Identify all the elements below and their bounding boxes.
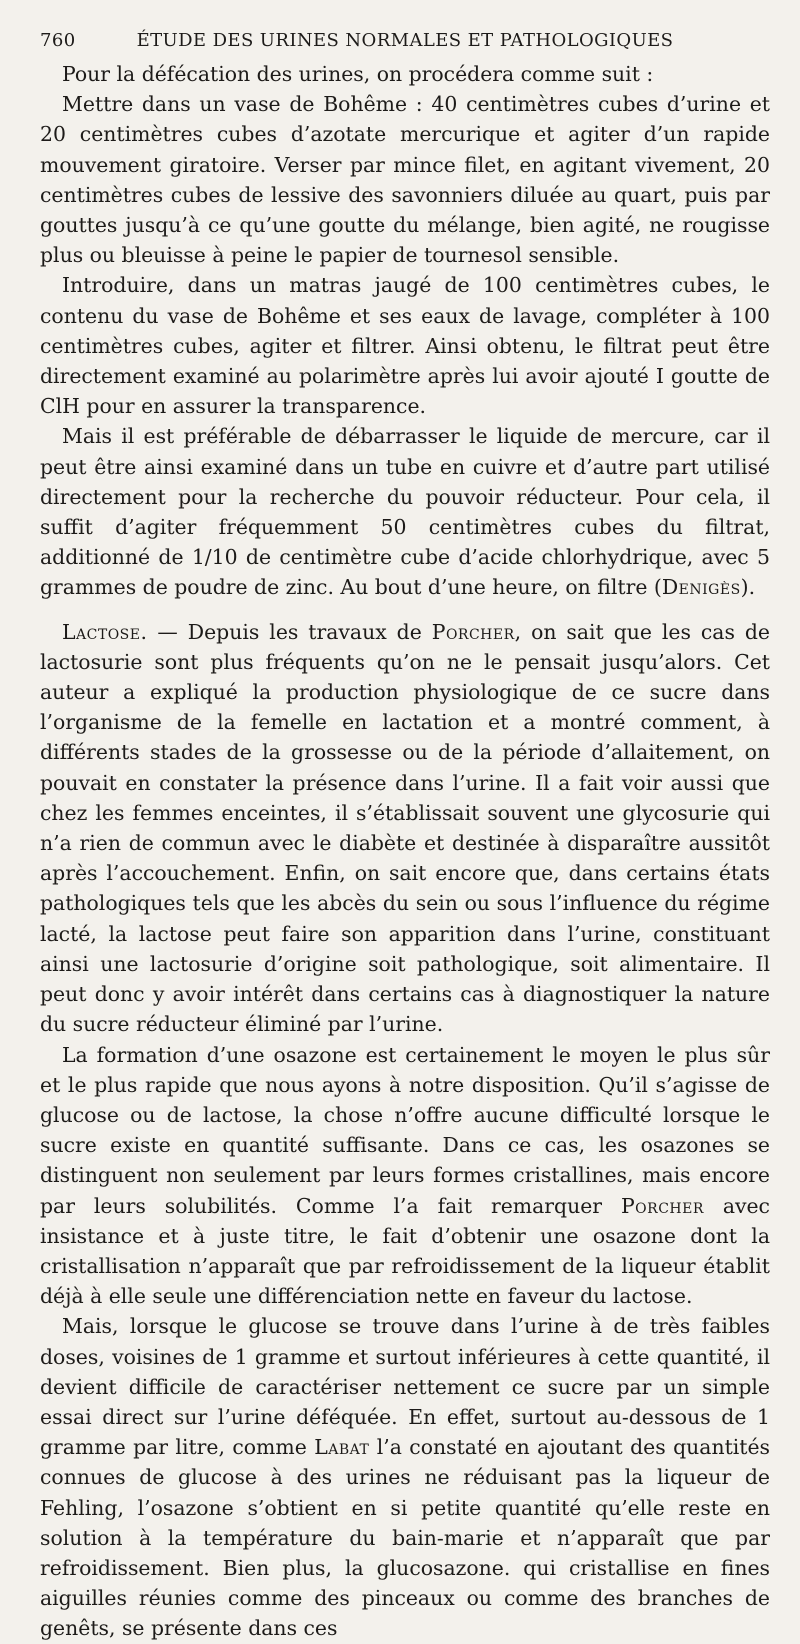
paragraph-lactose: Lactose. — Depuis les travaux de Porcher, on sait que les cas de lactosurie sont plus fréquents qu’on ne le pensait jusqu’alors. Cet auteur a expliqué la production physiologique de ce sucre dans l’organisme de la femelle en lactation et a montré comment, à différents stades de la grossesse ou de la période d’allaitement, on pouvait en constater la présence dans l’urine. Il a fait voir aussi que chez les femmes enceintes, il s’établissait souvent une glycosurie qui n’a rien de commun avec le diabète et destinée à disparaître aussitôt après l’accouchement. Enfin, on sait encore que, dans certains états pathologiques tels que les abcès du sein ou sous l’influence du régime lacté, la lactose peut faire son apparition dans l’urine, constituant ainsi une lactosurie d’origine soit pathologique, soit alimentaire. Il peut donc y avoir intérêt dans certains cas à diagnostiquer la nature du sucre réducteur éliminé par l’urine. <box>40 619 770 1037</box>
author-name: Denigès <box>661 575 741 600</box>
paragraph-matras: Introduire, dans un matras jaugé de 100 centimètres cubes, le contenu du vase de Bohême et ses eaux de lavage, compléter à 100 centimètres cubes, agiter et filtrer. Ainsi obtenu, le filtrat peut être directement examiné au polarimètre après lui avoir ajouté I goutte de ClH pour en assurer la transparence. <box>40 273 770 419</box>
author-name: Labat <box>314 1435 370 1460</box>
running-title: ÉTUDE DES URINES NORMALES ET PATHOLOGIQUES <box>136 30 674 51</box>
paragraph-mercury-removal: Mais il est préférable de débarrasser le liquide de mercure, car il peut être ainsi examiné dans un tube en cuivre et d’autre part utilisé directement pour la recherche du pouvoir réducteur. Pour cela, il suffit d’agiter fréquemment 50 centimètres cubes du filtrat, additionné de 1/10 de centimètre cube d’acide chlorhydrique, avec 5 grammes de poudre de zinc. Au bout d’une heure, on filtre (Denigès). <box>40 424 770 600</box>
section-heading-lactose: Lactose. <box>62 619 148 644</box>
paragraph-defecation-intro: Pour la défécation des urines, on procédera comme suit : <box>62 62 654 86</box>
paragraph-boheme-vase: Mettre dans un vase de Bohême : 40 centimètres cubes d’urine et 20 centimètres cubes d’azotate mercurique et agiter d’un rapide mouvement giratoire. Verser par mince filet, en agitant vivement, 20 centimètres cubes de lessive des savonniers diluée au quart, puis par gouttes jusqu’à ce qu’une goutte du mélange, bien agité, ne rougisse plus ou bleuisse à peine le papier de tournesol sensible. <box>40 92 770 268</box>
page-number: 760 <box>40 30 76 51</box>
author-name: Porcher <box>620 1193 704 1218</box>
page-header <box>40 30 770 51</box>
author-name: Porcher <box>431 619 515 644</box>
paragraph-glucose-low-dose: Mais, lorsque le glucose se trouve dans l’urine à de très faibles doses, voisines de 1 gramme et surtout inférieures à cette quantité, il devient difficile de caractériser nettement ce sucre par un simple essai direct sur l’urine déféquée. En effet, surtout au-dessous de 1 gramme par litre, comme Labat l’a constaté en ajoutant des quantités connues de glucose à des urines ne réduisant pas la liqueur de Fehling, l’osazone s’obtient en si petite quantité qu’elle reste en solution à la température du bain-marie et n’apparaît que par refroidissement. Bien plus, la glucosazone. qui cristallise en fines aiguilles réunies comme des pinceaux ou comme des branches de genêts, se présente dans ces <box>40 1314 771 1641</box>
paragraph-osazone: La formation d’une osazone est certainement le moyen le plus sûr et le plus rapide que nous ayons à notre disposition. Qu’il s’agisse de glucose ou de lactose, la chose n’offre aucune difficulté lorsque le sucre existe en quantité suffisante. Dans ce cas, les osazones se distinguent non seulement par leurs formes cristallines, mais encore par leurs solubilités. Comme l’a fait remarquer Porcher avec insistance et à juste titre, le fait d’obtenir une osazone dont la cristallisation n’apparaît que par refroidissement de la liqueur établit déjà à elle seule une différenciation nette en faveur du lactose. <box>40 1042 770 1309</box>
